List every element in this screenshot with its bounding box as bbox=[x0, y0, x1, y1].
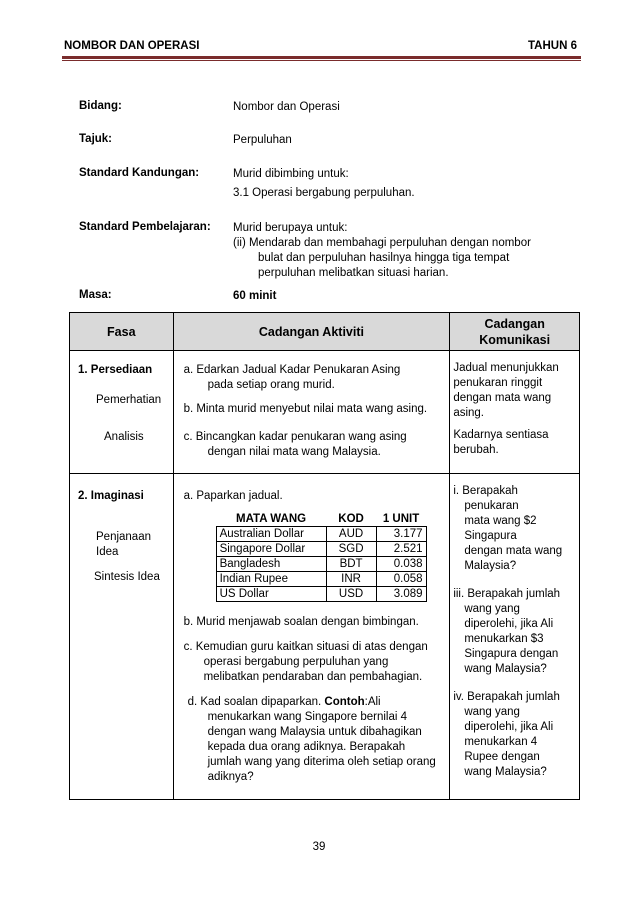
rates-cell-code: INR bbox=[326, 572, 376, 587]
question-q1-line: Malaysia? bbox=[464, 560, 517, 572]
header-title: NOMBOR DAN OPERASI bbox=[64, 40, 200, 52]
row1-k-6: berubah. bbox=[453, 444, 499, 456]
row2-d-contoh: Contoh bbox=[324, 696, 365, 708]
question-q1-line: dengan mata wang bbox=[464, 545, 563, 557]
sp-label: Standard Pembelajaran: bbox=[79, 221, 211, 233]
rates-cell-currency: Australian Dollar bbox=[216, 527, 326, 542]
row2-d-6: adiknya? bbox=[207, 771, 254, 783]
bidang-value: Nombor dan Operasi bbox=[233, 101, 340, 113]
rates-head-mata-wang: MATA WANG bbox=[236, 513, 307, 525]
row1-aktiviti bbox=[173, 351, 450, 474]
row2-d-3: dengan wang Malaysia untuk dibahagikan bbox=[207, 726, 422, 738]
rates-cell-currency: Singapore Dollar bbox=[216, 542, 326, 557]
sp-line-4: perpuluhan melibatkan situasi harian. bbox=[258, 267, 449, 279]
row1-sub-analisis: Analisis bbox=[104, 431, 144, 443]
rates-cell-rate: 0.058 bbox=[376, 572, 426, 587]
row2-c-2: operasi bergabung perpuluhan yang bbox=[203, 656, 389, 668]
rates-cell-currency: Bangladesh bbox=[216, 557, 326, 572]
rates-cell-rate: 2.521 bbox=[376, 542, 426, 557]
bidang-label: Bidang: bbox=[79, 100, 122, 112]
question-q3-line: menukarkan $3 bbox=[464, 633, 544, 645]
row1-k-3: dengan mata wang bbox=[453, 392, 552, 404]
question-q4-line: diperolehi, jika Ali bbox=[464, 721, 554, 733]
col-komunikasi-line-2: Komunikasi bbox=[479, 332, 551, 347]
col-komunikasi-line-1: Cadangan bbox=[484, 316, 545, 331]
row2-a: a. Paparkan jadual. bbox=[183, 490, 283, 502]
rates-cell-code: USD bbox=[326, 587, 376, 602]
question-q3-line: diperolehi, jika Ali bbox=[464, 618, 554, 630]
lesson-table bbox=[69, 312, 580, 800]
rates-head-unit: 1 UNIT bbox=[382, 513, 420, 525]
row1-fasa-title: 1. Persediaan bbox=[78, 364, 153, 376]
question-q4-line: Rupee dengan bbox=[464, 751, 540, 763]
row1-k-1: Jadual menunjukkan bbox=[453, 362, 559, 374]
question-q1-line: mata wang $2 bbox=[464, 515, 537, 527]
rates-row bbox=[216, 527, 426, 542]
row2-b: b. Murid menjawab soalan dengan bimbingan. bbox=[183, 616, 419, 628]
col-aktiviti: Cadangan Aktiviti bbox=[173, 313, 450, 351]
row1-b: b. Minta murid menyebut nilai mata wang asing. bbox=[183, 403, 428, 415]
row2-d-4: kepada dua orang adiknya. Berapakah bbox=[207, 741, 406, 753]
sp-line-3: bulat dan perpuluhan hasilnya hingga tiga tempat bbox=[258, 252, 510, 264]
row2-sub-sintesis: Sintesis Idea bbox=[94, 571, 160, 583]
sp-line-1: Murid berupaya untuk: bbox=[233, 222, 348, 234]
col-komunikasi bbox=[450, 313, 580, 351]
rates-cell-code: AUD bbox=[326, 527, 376, 542]
question-q3-line: wang yang bbox=[464, 603, 520, 615]
row2-d-1a: d. Kad soalan dipaparkan. bbox=[187, 696, 325, 708]
masa-label: Masa: bbox=[79, 289, 112, 301]
rates-cell-code: SGD bbox=[326, 542, 376, 557]
sk-line-2: 3.1 Operasi bergabung perpuluhan. bbox=[233, 187, 415, 199]
row1-k-2: penukaran ringgit bbox=[453, 377, 543, 389]
rates-cell-currency: US Dollar bbox=[216, 587, 326, 602]
row1-a-1: a. Edarkan Jadual Kadar Penukaran Asing bbox=[183, 364, 401, 376]
question-q4-line: menukarkan 4 bbox=[464, 736, 538, 748]
row2-d-5: jumlah wang yang diterima oleh setiap orang bbox=[207, 756, 436, 768]
header-rule-thin bbox=[62, 60, 581, 61]
row2-c-1: c. Kemudian guru kaitkan situasi di atas dengan bbox=[183, 641, 428, 653]
row1-fasa bbox=[70, 351, 174, 474]
row2-d-1c: :Ali bbox=[364, 696, 381, 708]
row2-komunikasi bbox=[450, 474, 580, 800]
question-q3-line: iii. Berapakah jumlah bbox=[453, 588, 561, 600]
row2-d-1 bbox=[188, 695, 381, 710]
rates-cell-currency: Indian Rupee bbox=[216, 572, 326, 587]
row2-c-3: melibatkan pendaraban dan pembahagian. bbox=[203, 671, 423, 683]
row2-fasa-title: 2. Imaginasi bbox=[78, 490, 144, 502]
rates-cell-code: BDT bbox=[326, 557, 376, 572]
question-q4-line: wang yang bbox=[464, 706, 520, 718]
rates-row bbox=[216, 587, 426, 602]
header-rule bbox=[62, 56, 581, 59]
row1-c-1: c. Bincangkan kadar penukaran wang asing bbox=[183, 431, 407, 443]
question-q1-line: Singapura bbox=[464, 530, 517, 542]
question-q3-line: Singapura dengan bbox=[464, 648, 559, 660]
masa-value: 60 minit bbox=[233, 290, 277, 302]
header-year: TAHUN 6 bbox=[528, 40, 577, 52]
row1-a-2: pada setiap orang murid. bbox=[207, 379, 335, 391]
rates-head-kod: KOD bbox=[338, 513, 364, 525]
row2-aktiviti bbox=[173, 474, 450, 800]
rates-cell-rate: 3.089 bbox=[376, 587, 426, 602]
row1-sub-pemerhatian: Pemerhatian bbox=[96, 394, 162, 406]
page-number: 39 bbox=[312, 841, 326, 853]
tajuk-value: Perpuluhan bbox=[233, 134, 292, 146]
question-q1-line: i. Berapakah bbox=[453, 485, 518, 497]
row1-komunikasi bbox=[450, 351, 580, 474]
exchange-rate-table bbox=[216, 512, 427, 602]
rates-row bbox=[216, 542, 426, 557]
sp-line-2: (ii) Mendarab dan membahagi perpuluhan dengan nombor bbox=[233, 237, 531, 249]
col-fasa: Fasa bbox=[70, 313, 174, 351]
rates-cell-rate: 3.177 bbox=[376, 527, 426, 542]
row2-fasa bbox=[70, 474, 174, 800]
row1-k-5: Kadarnya sentiasa bbox=[453, 429, 549, 441]
row1-c-2: dengan nilai mata wang Malaysia. bbox=[207, 446, 381, 458]
row2-sub-penjanaan: Penjanaan bbox=[96, 531, 151, 543]
sk-line-1: Murid dibimbing untuk: bbox=[233, 168, 349, 180]
rates-row bbox=[216, 557, 426, 572]
question-q3-line: wang Malaysia? bbox=[464, 663, 547, 675]
question-q4-line: iv. Berapakah jumlah bbox=[453, 691, 560, 703]
sk-label: Standard Kandungan: bbox=[79, 167, 200, 179]
tajuk-label: Tajuk: bbox=[79, 133, 113, 145]
row1-k-4: asing. bbox=[453, 407, 484, 419]
row2-d-2: menukarkan wang Singapore bernilai 4 bbox=[207, 711, 408, 723]
row2-sub-idea: Idea bbox=[96, 546, 119, 558]
rates-row bbox=[216, 572, 426, 587]
rates-cell-rate: 0.038 bbox=[376, 557, 426, 572]
question-q4-line: wang Malaysia? bbox=[464, 766, 547, 778]
question-q1-line: penukaran bbox=[464, 500, 519, 512]
